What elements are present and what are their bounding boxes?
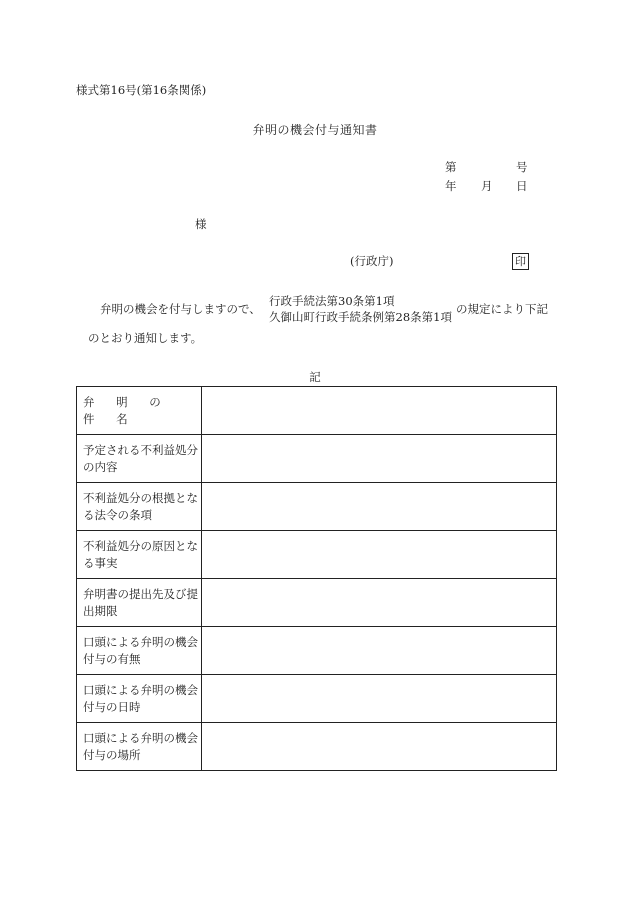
table-row [77,675,557,723]
row-label-submission: 弁明書の提出先及び提出期限 [77,579,202,627]
body-text-lead: 弁明の機会を付与しますので、 [100,302,261,316]
row-label-cause-facts: 不利益処分の原因となる事実 [77,531,202,579]
notice-table [76,386,557,771]
body-text-line-2: のとおり通知します。 [88,331,203,345]
addressee-honorific: 様 [195,217,207,231]
row-label-subject: 弁 明 の 件 名 [77,387,202,435]
form-number: 様式第16号(第16条関係) [76,83,207,97]
table-row [77,723,557,771]
table-row [77,579,557,627]
row-value-oral-datetime[interactable] [202,675,557,723]
row-value-submission[interactable] [202,579,557,627]
row-value-subject[interactable] [202,387,557,435]
agency-label: (行政庁) [350,254,394,268]
date-year-label: 年 [445,179,457,193]
row-value-cause-facts[interactable] [202,531,557,579]
table-row [77,627,557,675]
row-value-oral-place[interactable] [202,723,557,771]
row-label-oral-place: 口頭による弁明の機会付与の場所 [77,723,202,771]
row-value-oral-availability[interactable] [202,627,557,675]
table-row [77,531,557,579]
document-title: 弁明の機会付与通知書 [252,123,378,137]
table-row [77,435,557,483]
row-label-planned-disposition: 予定される不利益処分の内容 [77,435,202,483]
date-month-label: 月 [481,179,493,193]
document-number-suffix: 号 [516,160,528,174]
row-label-legal-basis: 不利益処分の根拠となる法令の条項 [77,483,202,531]
law-option-national: 行政手続法第30条第1項 [269,294,395,308]
row-value-legal-basis[interactable] [202,483,557,531]
ki-heading: 記 [309,370,321,384]
table-row [77,483,557,531]
row-label-oral-datetime: 口頭による弁明の機会付与の日時 [77,675,202,723]
document-number-label: 第 [445,160,457,174]
row-value-planned-disposition[interactable] [202,435,557,483]
table-row [77,387,557,435]
law-option-municipal: 久御山町行政手続条例第28条第1項 [269,310,452,324]
body-text-tail: の規定により下記 [456,302,548,316]
seal-mark: 印 [512,253,529,270]
row-label-oral-availability: 口頭による弁明の機会付与の有無 [77,627,202,675]
date-day-label: 日 [516,179,528,193]
